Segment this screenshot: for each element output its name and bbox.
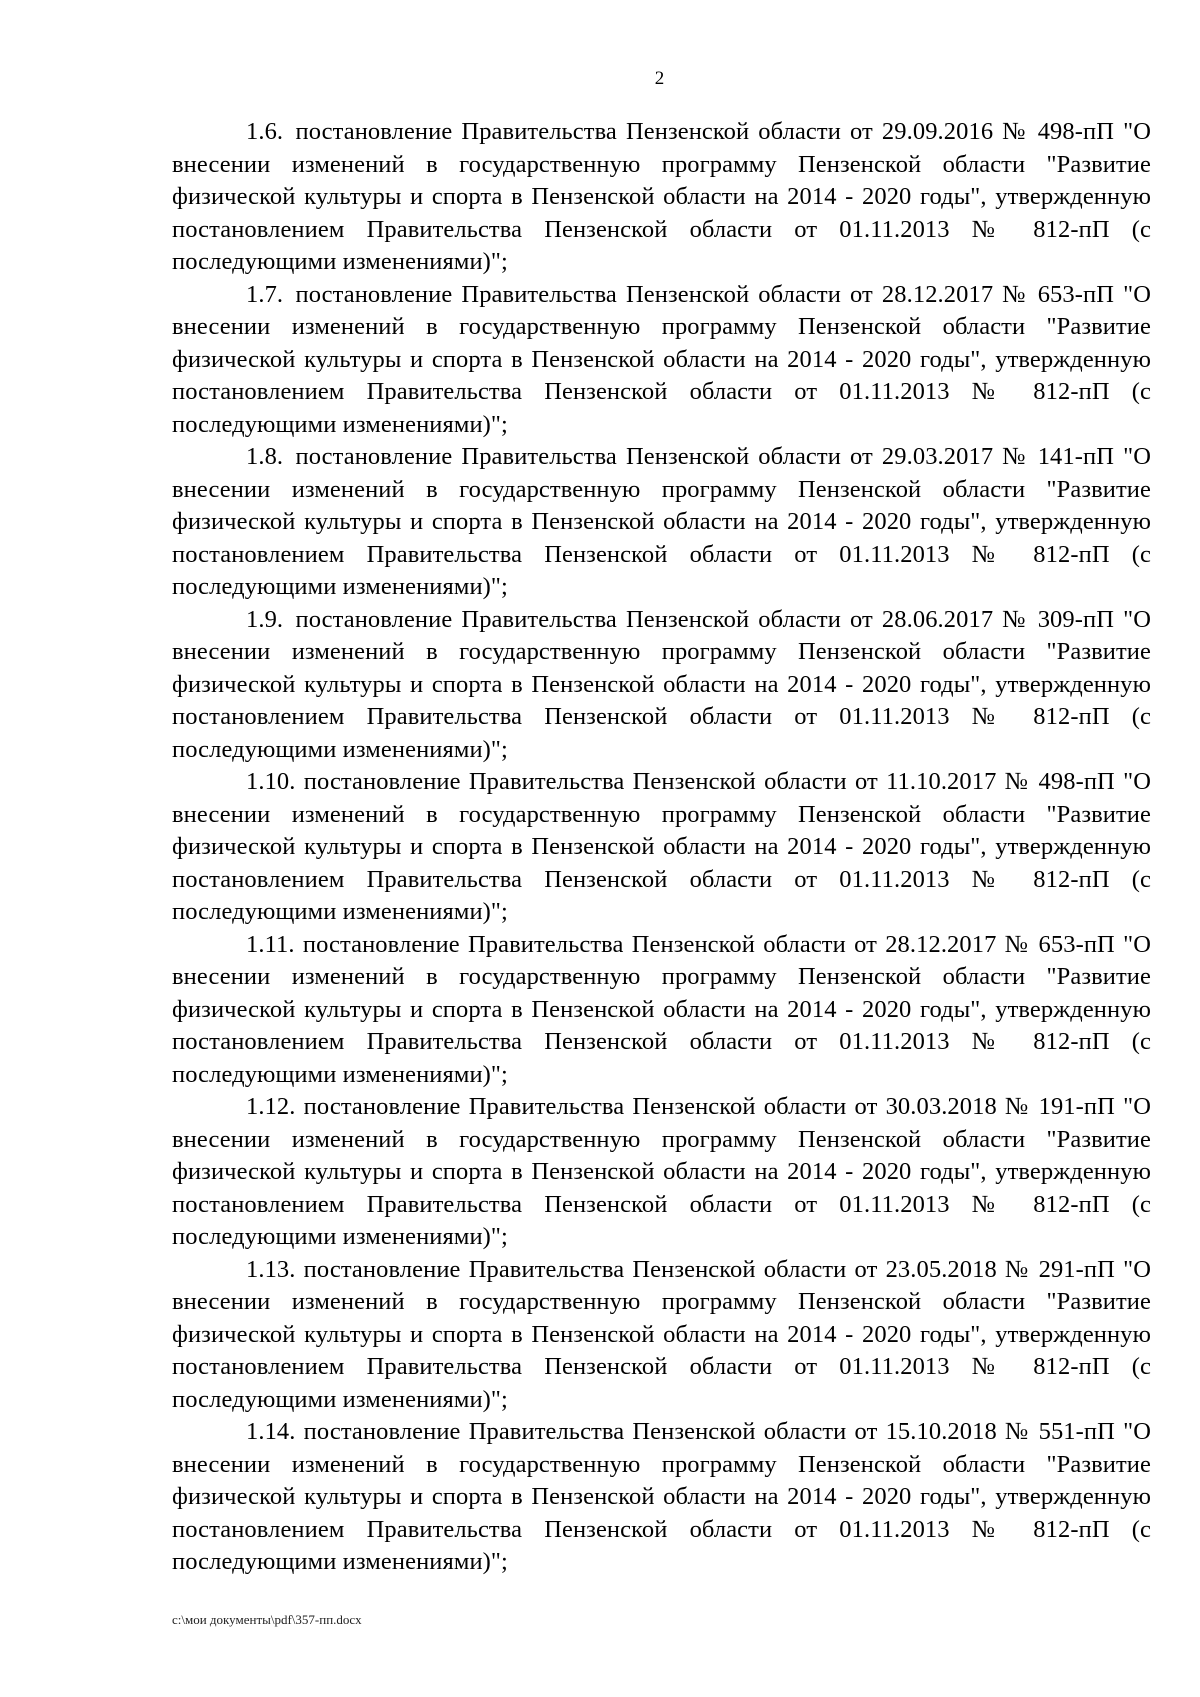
list-item-1-12: 1.12. постановление Правительства Пензенской области от 30.03.2018 № 191-пП "О внесении изменений в государственную программу Пензенской области "Развитие физической культуры и спорта в Пензенской области на 2014 - 2020 годы", утвержденную постановлением Правительства Пензенской области от 01.11.2013 № 812-пП (с последующими изменениями)"; xyxy=(172,1093,1151,1250)
list-item-1-10: 1.10. постановление Правительства Пензенской области от 11.10.2017 № 498-пП "О внесении изменений в государственную программу Пензенской области "Развитие физической культуры и спорта в Пензенской области на 2014 - 2020 годы", утвержденную постановлением Правительства Пензенской области от 01.11.2013 № 812-пП (с последующими изменениями)"; xyxy=(172,768,1151,925)
list-item-1-9: 1.9. постановление Правительства Пензенской области от 28.06.2017 № 309-пП "О внесении изменений в государственную программу Пензенской области "Развитие физической культуры и спорта в Пензенской области на 2014 - 2020 годы", утвержденную постановлением Правительства Пензенской области от 01.11.2013 № 812-пП (с последующими изменениями)"; xyxy=(172,605,1151,763)
list-item-1-13: 1.13. постановление Правительства Пензенской области от 23.05.2018 № 291-пП "О внесении изменений в государственную программу Пензенской области "Развитие физической культуры и спорта в Пензенской области на 2014 - 2020 годы", утвержденную постановлением Правительства Пензенской области от 01.11.2013 № 812-пП (с последующими изменениями)"; xyxy=(172,1255,1151,1413)
list-item-1-14: 1.14. постановление Правительства Пензенской области от 15.10.2018 № 551-пП "О внесении изменений в государственную программу Пензенской области "Развитие физической культуры и спорта в Пензенской области на 2014 - 2020 годы", утвержденную постановлением Правительства Пензенской области от 01.11.2013 № 812-пП (с последующими изменениями)"; xyxy=(172,1418,1151,1575)
list-item-1-6: 1.6. постановление Правительства Пензенской области от 29.09.2016 № 498-пП "О внесении изменений в государственную программу Пензенской области "Развитие физической культуры и спорта в Пензенской области на 2014 - 2020 годы", утвержденную постановлением Правительства Пензенской области от 01.11.2013 № 812-пП (с последующими изменениями)"; xyxy=(172,118,1151,275)
page-number: 2 xyxy=(654,68,665,89)
footer-file-path: c:\мои документы\pdf\357-пп.docx xyxy=(172,1612,362,1627)
list-item-1-7: 1.7. постановление Правительства Пензенской области от 28.12.2017 № 653-пП "О внесении изменений в государственную программу Пензенской области "Развитие физической культуры и спорта в Пензенской области на 2014 - 2020 годы", утвержденную постановлением Правительства Пензенской области от 01.11.2013 № 812-пП (с последующими изменениями)"; xyxy=(172,280,1151,438)
list-item-1-11: 1.11. постановление Правительства Пензенской области от 28.12.2017 № 653-пП "О внесении изменений в государственную программу Пензенской области "Развитие физической культуры и спорта в Пензенской области на 2014 - 2020 годы", утвержденную постановлением Правительства Пензенской области от 01.11.2013 № 812-пП (с последующими изменениями)"; xyxy=(172,930,1151,1088)
document-body xyxy=(172,116,1151,1579)
list-item-1-8: 1.8. постановление Правительства Пензенской области от 29.03.2017 № 141-пП "О внесении изменений в государственную программу Пензенской области "Развитие физической культуры и спорта в Пензенской области на 2014 - 2020 годы", утвержденную постановлением Правительства Пензенской области от 01.11.2013 № 812-пП (с последующими изменениями)"; xyxy=(172,443,1151,600)
